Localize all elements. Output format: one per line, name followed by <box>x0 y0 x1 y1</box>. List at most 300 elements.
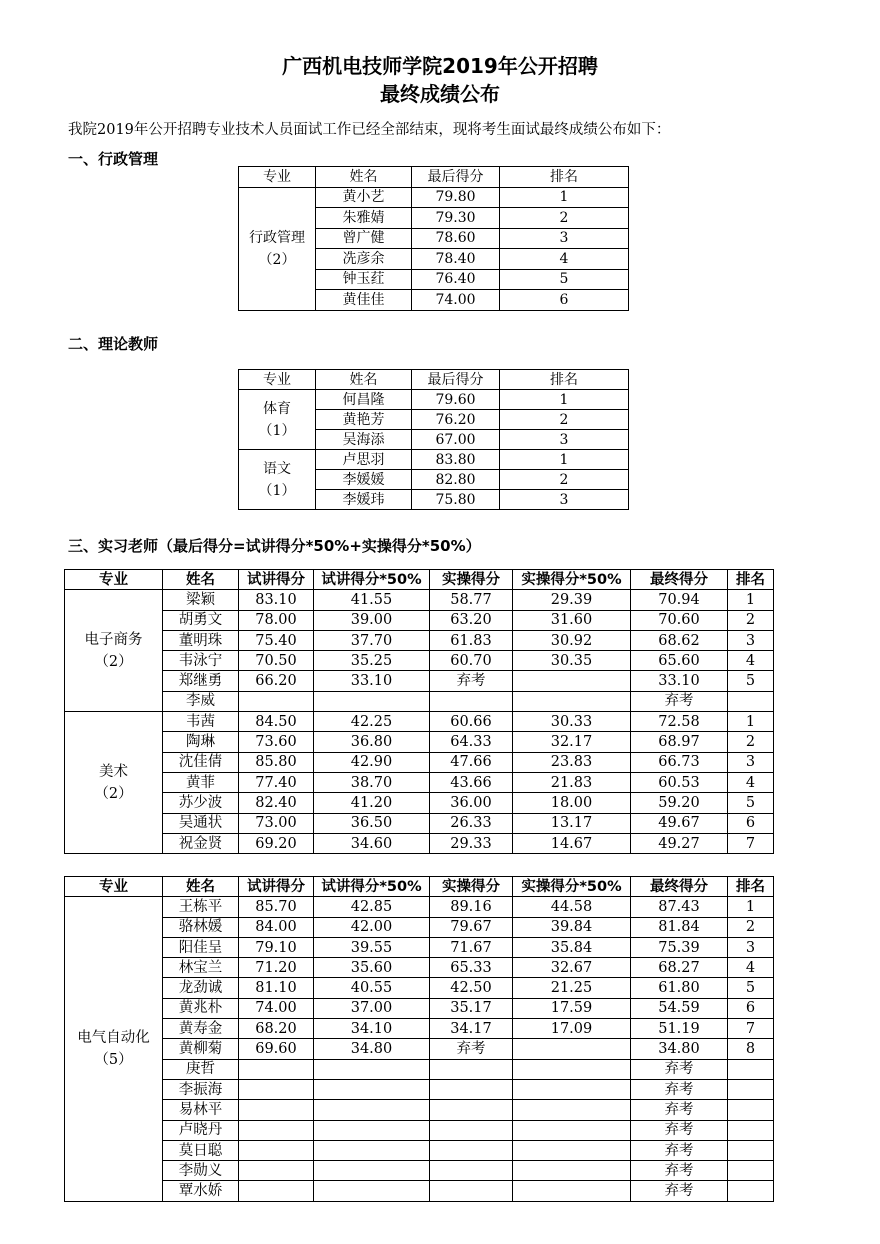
lecture-score-50pct: 35.60 <box>314 958 430 978</box>
practical-score: 29.33 <box>430 833 513 853</box>
final-score: 79.60 <box>412 390 500 410</box>
practical-score-50pct: 30.92 <box>513 630 631 650</box>
rank: 6 <box>728 813 774 833</box>
lecture-score-50pct: 42.85 <box>314 897 430 917</box>
final-score: 51.19 <box>631 1019 728 1039</box>
column-header: 最后得分 <box>412 370 500 390</box>
candidate-name: 曾广健 <box>316 228 412 249</box>
column-header: 试讲得分 <box>239 877 314 897</box>
candidate-name: 董明珠 <box>163 630 239 650</box>
lecture-score-50pct <box>314 1079 430 1099</box>
practical-score: 89.16 <box>430 897 513 917</box>
major-name: 电子商务 <box>84 631 143 648</box>
major-name: 电气自动化 <box>77 1030 150 1047</box>
intro-text: 我院2019年公开招聘专业技术人员面试工作已经全部结束，现将考生面试最终成绩公布如下： <box>68 122 671 138</box>
practical-score-50pct <box>513 1140 631 1160</box>
candidate-name: 龙劲诚 <box>163 978 239 998</box>
practical-score: 弃考 <box>430 671 513 691</box>
rank: 6 <box>500 290 629 311</box>
rank: 3 <box>500 228 629 249</box>
candidate-name: 梁颖 <box>163 590 239 610</box>
candidate-name: 易林平 <box>163 1100 239 1120</box>
lecture-score: 69.20 <box>239 833 314 853</box>
candidate-name: 朱雅婧 <box>316 208 412 229</box>
final-score: 弃考 <box>631 1079 728 1099</box>
final-score: 78.60 <box>412 228 500 249</box>
candidate-name: 李勋义 <box>163 1161 239 1181</box>
practical-score-50pct <box>513 1161 631 1181</box>
candidate-name: 吴通状 <box>163 813 239 833</box>
lecture-score-50pct: 41.20 <box>314 793 430 813</box>
candidate-name: 苏少波 <box>163 793 239 813</box>
lecture-score-50pct: 34.80 <box>314 1039 430 1059</box>
major-quota: （5） <box>94 1052 133 1069</box>
major-quota: （2） <box>258 251 296 268</box>
major-group-cell <box>65 897 163 1201</box>
table-row <box>65 1059 774 1079</box>
practical-score-50pct <box>513 1120 631 1140</box>
candidate-name: 黄小艺 <box>316 187 412 208</box>
column-header: 姓名 <box>163 877 239 897</box>
lecture-score: 77.40 <box>239 772 314 792</box>
lecture-score-50pct: 33.10 <box>314 671 430 691</box>
candidate-name: 林宝兰 <box>163 958 239 978</box>
lecture-score: 79.10 <box>239 937 314 957</box>
column-header: 姓名 <box>316 370 412 390</box>
column-header: 最终得分 <box>631 570 728 590</box>
practical-score: 36.00 <box>430 793 513 813</box>
practical-score-50pct: 30.35 <box>513 651 631 671</box>
practical-score-50pct: 29.39 <box>513 590 631 610</box>
candidate-name: 骆林媛 <box>163 917 239 937</box>
practical-score: 64.33 <box>430 732 513 752</box>
practical-score: 43.66 <box>430 772 513 792</box>
table-row <box>65 1039 774 1059</box>
lecture-score: 74.00 <box>239 998 314 1018</box>
practical-score-50pct: 32.17 <box>513 732 631 752</box>
rank <box>728 1059 774 1079</box>
rank <box>728 1079 774 1099</box>
practical-score: 65.33 <box>430 958 513 978</box>
major-quota: （1） <box>258 482 296 499</box>
column-header: 姓名 <box>316 167 412 188</box>
table-row <box>65 917 774 937</box>
candidate-name: 胡勇文 <box>163 610 239 630</box>
lecture-score: 70.50 <box>239 651 314 671</box>
practical-score-50pct <box>513 671 631 691</box>
final-score: 82.80 <box>412 470 500 490</box>
column-header: 排名 <box>728 570 774 590</box>
lecture-score <box>239 1140 314 1160</box>
candidate-name: 李威 <box>163 691 239 711</box>
table-row <box>65 1140 774 1160</box>
table-row <box>65 897 774 917</box>
final-score: 33.10 <box>631 671 728 691</box>
practical-score: 47.66 <box>430 752 513 772</box>
table-row <box>65 630 774 650</box>
table-row <box>239 187 629 208</box>
final-score: 65.60 <box>631 651 728 671</box>
table-row <box>65 752 774 772</box>
practical-score-50pct <box>513 1079 631 1099</box>
practical-score-50pct: 17.59 <box>513 998 631 1018</box>
practical-score <box>430 691 513 711</box>
practical-score <box>430 1079 513 1099</box>
candidate-name: 李振海 <box>163 1079 239 1099</box>
practical-score <box>430 1059 513 1079</box>
final-score: 弃考 <box>631 1181 728 1201</box>
lecture-score-50pct <box>314 1059 430 1079</box>
lecture-score-50pct: 42.25 <box>314 712 430 732</box>
lecture-score: 71.20 <box>239 958 314 978</box>
final-score: 74.00 <box>412 290 500 311</box>
final-score: 弃考 <box>631 1140 728 1160</box>
column-header: 最后得分 <box>412 167 500 188</box>
candidate-name: 黄佳佳 <box>316 290 412 311</box>
table-row <box>65 712 774 732</box>
lecture-score: 84.50 <box>239 712 314 732</box>
practical-score <box>430 1181 513 1201</box>
practical-score-50pct: 14.67 <box>513 833 631 853</box>
rank: 1 <box>728 712 774 732</box>
final-score: 67.00 <box>412 430 500 450</box>
practical-score-50pct <box>513 1181 631 1201</box>
table-row <box>65 937 774 957</box>
column-header: 试讲得分*50% <box>314 570 430 590</box>
candidate-name: 祝金贤 <box>163 833 239 853</box>
candidate-name: 郑继勇 <box>163 671 239 691</box>
practical-score-50pct: 31.60 <box>513 610 631 630</box>
section-heading-practice-teacher: 三、实习老师（最后得分=试讲得分*50%+实操得分*50%） <box>68 537 481 555</box>
rank: 2 <box>500 208 629 229</box>
lecture-score: 81.10 <box>239 978 314 998</box>
table-row <box>65 671 774 691</box>
rank: 5 <box>728 793 774 813</box>
lecture-score-50pct: 39.00 <box>314 610 430 630</box>
final-score: 66.73 <box>631 752 728 772</box>
practical-score-50pct: 18.00 <box>513 793 631 813</box>
rank: 2 <box>728 732 774 752</box>
practical-score-50pct: 44.58 <box>513 897 631 917</box>
candidate-name: 黄寿金 <box>163 1019 239 1039</box>
rank: 5 <box>728 978 774 998</box>
table-row <box>65 1079 774 1099</box>
header-row <box>65 570 774 590</box>
lecture-score: 69.60 <box>239 1039 314 1059</box>
final-score: 弃考 <box>631 1100 728 1120</box>
lecture-score-50pct: 36.50 <box>314 813 430 833</box>
practical-score: 63.20 <box>430 610 513 630</box>
lecture-score-50pct <box>314 1140 430 1160</box>
table-row <box>65 1100 774 1120</box>
lecture-score: 85.70 <box>239 897 314 917</box>
rank: 4 <box>728 772 774 792</box>
rank: 3 <box>500 430 629 450</box>
lecture-score <box>239 1059 314 1079</box>
practical-score <box>430 1140 513 1160</box>
candidate-name: 王栋平 <box>163 897 239 917</box>
lecture-score <box>239 1161 314 1181</box>
lecture-score-50pct: 42.90 <box>314 752 430 772</box>
candidate-name: 李媛媛 <box>316 470 412 490</box>
candidate-name: 韦茜 <box>163 712 239 732</box>
column-header: 最终得分 <box>631 877 728 897</box>
lecture-score-50pct: 34.10 <box>314 1019 430 1039</box>
table-row <box>65 813 774 833</box>
final-score: 81.84 <box>631 917 728 937</box>
table-row <box>65 590 774 610</box>
candidate-name: 何昌隆 <box>316 390 412 410</box>
lecture-score: 73.00 <box>239 813 314 833</box>
column-header: 专业 <box>239 370 316 390</box>
final-score: 75.80 <box>412 490 500 510</box>
candidate-name: 陶琳 <box>163 732 239 752</box>
rank <box>728 691 774 711</box>
lecture-score-50pct: 35.25 <box>314 651 430 671</box>
practical-score: 60.66 <box>430 712 513 732</box>
final-score: 49.27 <box>631 833 728 853</box>
final-score: 70.94 <box>631 590 728 610</box>
final-score: 76.40 <box>412 269 500 290</box>
practical-score-50pct: 21.83 <box>513 772 631 792</box>
rank: 7 <box>728 833 774 853</box>
table-row <box>65 651 774 671</box>
major-quota: （2） <box>94 785 133 802</box>
practical-score: 58.77 <box>430 590 513 610</box>
lecture-score-50pct <box>314 691 430 711</box>
table-row <box>65 691 774 711</box>
major-name: 语文 <box>263 460 291 477</box>
lecture-score: 84.00 <box>239 917 314 937</box>
candidate-name: 卢晓丹 <box>163 1120 239 1140</box>
practical-score-50pct: 39.84 <box>513 917 631 937</box>
practical-score: 60.70 <box>430 651 513 671</box>
lecture-score: 75.40 <box>239 630 314 650</box>
final-score: 59.20 <box>631 793 728 813</box>
rank: 1 <box>500 450 629 470</box>
lecture-score <box>239 1120 314 1140</box>
admin-score-table <box>238 166 629 311</box>
column-header: 实操得分 <box>430 877 513 897</box>
lecture-score-50pct: 38.70 <box>314 772 430 792</box>
lecture-score: 66.20 <box>239 671 314 691</box>
section-heading-theory-teacher: 二、理论教师 <box>68 335 159 353</box>
header-row <box>65 877 774 897</box>
rank: 1 <box>728 590 774 610</box>
rank: 6 <box>728 998 774 1018</box>
candidate-name: 黄柳菊 <box>163 1039 239 1059</box>
final-score: 61.80 <box>631 978 728 998</box>
practical-score-50pct: 32.67 <box>513 958 631 978</box>
lecture-score-50pct: 42.00 <box>314 917 430 937</box>
practical-score: 71.67 <box>430 937 513 957</box>
practical-score-50pct: 30.33 <box>513 712 631 732</box>
practical-score-50pct: 13.17 <box>513 813 631 833</box>
practical-score-50pct: 35.84 <box>513 937 631 957</box>
lecture-score: 85.80 <box>239 752 314 772</box>
final-score: 83.80 <box>412 450 500 470</box>
lecture-score-50pct <box>314 1161 430 1181</box>
final-score: 弃考 <box>631 1059 728 1079</box>
practical-score: 26.33 <box>430 813 513 833</box>
practical-score-50pct: 23.83 <box>513 752 631 772</box>
major-group-cell <box>239 450 316 510</box>
major-name: 体育 <box>263 400 291 417</box>
table-row <box>65 1120 774 1140</box>
major-group-cell <box>239 390 316 450</box>
rank: 3 <box>728 752 774 772</box>
lecture-score <box>239 1079 314 1099</box>
candidate-name: 黄艳芳 <box>316 410 412 430</box>
practical-score: 弃考 <box>430 1039 513 1059</box>
lecture-score-50pct <box>314 1181 430 1201</box>
major-group-cell <box>65 590 163 712</box>
column-header: 专业 <box>239 167 316 188</box>
lecture-score-50pct: 41.55 <box>314 590 430 610</box>
final-score: 54.59 <box>631 998 728 1018</box>
final-score: 68.97 <box>631 732 728 752</box>
page-title-line2: 最终成绩公布 <box>380 82 500 106</box>
column-header: 专业 <box>65 877 163 897</box>
rank <box>728 1181 774 1201</box>
rank: 3 <box>500 490 629 510</box>
practical-score: 42.50 <box>430 978 513 998</box>
final-score: 68.62 <box>631 630 728 650</box>
column-header: 排名 <box>728 877 774 897</box>
rank: 4 <box>500 249 629 270</box>
theory-teacher-score-table <box>238 369 629 510</box>
major-quota: （2） <box>94 653 133 670</box>
candidate-name: 庚哲 <box>163 1059 239 1079</box>
rank: 2 <box>500 470 629 490</box>
candidate-name: 卢思羽 <box>316 450 412 470</box>
header-row <box>239 167 629 188</box>
column-header: 排名 <box>500 167 629 188</box>
column-header: 实操得分*50% <box>513 570 631 590</box>
table-row <box>65 1181 774 1201</box>
final-score: 87.43 <box>631 897 728 917</box>
rank: 8 <box>728 1039 774 1059</box>
candidate-name: 阳佳呈 <box>163 937 239 957</box>
rank: 2 <box>728 917 774 937</box>
rank <box>728 1140 774 1160</box>
candidate-name: 吴海添 <box>316 430 412 450</box>
rank: 1 <box>500 390 629 410</box>
rank: 4 <box>728 651 774 671</box>
lecture-score: 68.20 <box>239 1019 314 1039</box>
rank: 3 <box>728 630 774 650</box>
final-score: 弃考 <box>631 1161 728 1181</box>
final-score: 76.20 <box>412 410 500 430</box>
candidate-name: 冼彦余 <box>316 249 412 270</box>
lecture-score-50pct: 39.55 <box>314 937 430 957</box>
final-score: 70.60 <box>631 610 728 630</box>
lecture-score-50pct <box>314 1120 430 1140</box>
rank <box>728 1100 774 1120</box>
lecture-score <box>239 1100 314 1120</box>
lecture-score <box>239 1181 314 1201</box>
final-score: 79.30 <box>412 208 500 229</box>
practical-score-50pct: 17.09 <box>513 1019 631 1039</box>
final-score: 68.27 <box>631 958 728 978</box>
candidate-name: 李媛玮 <box>316 490 412 510</box>
rank: 2 <box>500 410 629 430</box>
lecture-score-50pct: 37.70 <box>314 630 430 650</box>
practical-score <box>430 1161 513 1181</box>
candidate-name: 韦泳宁 <box>163 651 239 671</box>
major-group-cell <box>239 187 316 310</box>
column-header: 专业 <box>65 570 163 590</box>
practical-score: 35.17 <box>430 998 513 1018</box>
practical-score-50pct <box>513 1039 631 1059</box>
candidate-name: 沈佳倩 <box>163 752 239 772</box>
lecture-score-50pct: 40.55 <box>314 978 430 998</box>
table-row <box>65 732 774 752</box>
table-row <box>65 772 774 792</box>
rank <box>728 1120 774 1140</box>
major-quota: （1） <box>258 422 296 439</box>
section-heading-admin: 一、行政管理 <box>68 150 159 168</box>
candidate-name: 钟玉荭 <box>316 269 412 290</box>
rank: 5 <box>500 269 629 290</box>
major-name: 美术 <box>99 763 128 780</box>
practical-score-50pct <box>513 1059 631 1079</box>
candidate-name: 覃水娇 <box>163 1181 239 1201</box>
lecture-score-50pct: 36.80 <box>314 732 430 752</box>
candidate-name: 黄菲 <box>163 772 239 792</box>
page-title-line1: 广西机电技师学院2019年公开招聘 <box>282 54 598 78</box>
practical-score: 61.83 <box>430 630 513 650</box>
practical-score: 79.67 <box>430 917 513 937</box>
rank: 7 <box>728 1019 774 1039</box>
final-score: 72.58 <box>631 712 728 732</box>
practical-score-50pct <box>513 691 631 711</box>
final-score: 34.80 <box>631 1039 728 1059</box>
column-header: 试讲得分*50% <box>314 877 430 897</box>
table-row <box>65 610 774 630</box>
column-header: 实操得分 <box>430 570 513 590</box>
lecture-score <box>239 691 314 711</box>
practice-teacher-score-table-2 <box>64 876 774 1202</box>
final-score: 75.39 <box>631 937 728 957</box>
lecture-score: 83.10 <box>239 590 314 610</box>
candidate-name: 莫日聪 <box>163 1140 239 1160</box>
practical-score <box>430 1100 513 1120</box>
table-row <box>65 793 774 813</box>
rank: 3 <box>728 937 774 957</box>
candidate-name: 黄兆朴 <box>163 998 239 1018</box>
header-row <box>239 370 629 390</box>
table-row <box>65 978 774 998</box>
table-row <box>65 1161 774 1181</box>
rank: 2 <box>728 610 774 630</box>
table-row <box>65 998 774 1018</box>
rank <box>728 1161 774 1181</box>
table-row <box>65 1019 774 1039</box>
lecture-score: 73.60 <box>239 732 314 752</box>
practical-score <box>430 1120 513 1140</box>
lecture-score-50pct <box>314 1100 430 1120</box>
rank: 4 <box>728 958 774 978</box>
final-score: 78.40 <box>412 249 500 270</box>
table-row <box>239 450 629 470</box>
table-row <box>65 833 774 853</box>
column-header: 排名 <box>500 370 629 390</box>
rank: 5 <box>728 671 774 691</box>
rank: 1 <box>500 187 629 208</box>
column-header: 试讲得分 <box>239 570 314 590</box>
practical-score: 34.17 <box>430 1019 513 1039</box>
